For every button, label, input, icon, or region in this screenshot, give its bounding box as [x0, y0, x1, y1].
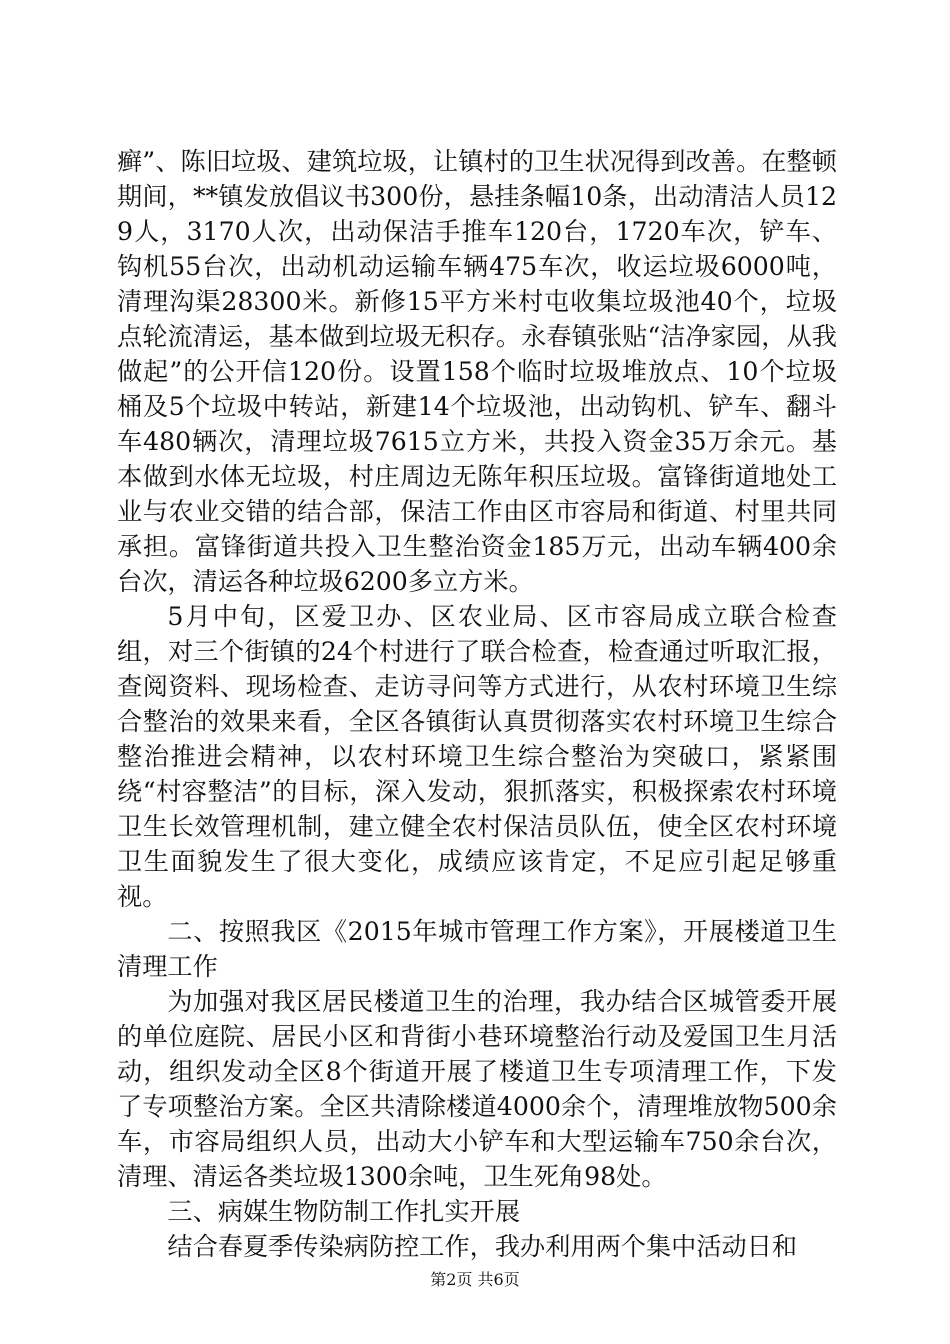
document-body	[117, 144, 837, 1264]
paragraph-1: 癣”、陈旧垃圾、建筑垃圾，让镇村的卫生状况得到改善。在整顿期间，**镇发放倡议书300份，悬挂条幅10条，出动清洁人员129人，3170人次，出动保洁手推车120台，1720车次，铲车、钩机55台次，出动机动运输车辆475车次，收运垃圾6000吨，清理沟渠28300米。新修15平方米村屯收集垃圾池40个，垃圾点轮流清运，基本做到垃圾无积存。永春镇张贴“洁净家园，从我做起”的公开信120份。设置158个临时垃圾堆放点、10个垃圾桶及5个垃圾中转站，新建14个垃圾池，出动钩机、铲车、翻斗车480辆次，清理垃圾7615立方米，共投入资金35万余元。基本做到水体无垃圾，村庄周边无陈年积压垃圾。富锋街道地处工业与农业交错的结合部，保洁工作由区市容局和街道、村里共同承担。富锋街道共投入卫生整治资金185万元，出动车辆400余台次，清运各种垃圾6200多立方米。	[117, 147, 837, 596]
paragraph-4: 结合春夏季传染病防控工作，我办利用两个集中活动日和	[167, 1232, 798, 1261]
page-footer: 第2页 共6页	[430, 1270, 520, 1289]
section-heading-2: 二、按照我区《2015年城市管理工作方案》，开展楼道卫生清理工作	[117, 917, 837, 981]
section-heading-3: 三、病媒生物防制工作扎实开展	[167, 1197, 521, 1226]
paragraph-2: 5月中旬，区爱卫办、区农业局、区市容局成立联合检查组，对三个街镇的24个村进行了联合检查，检查通过听取汇报，查阅资料、现场检查、走访寻问等方式进行，从农村环境卫生综合整治的效果来看，全区各镇街认真贯彻落实农村环境卫生综合整治推进会精神，以农村环境卫生综合整治为突破口，紧紧围绕“村容整洁”的目标，深入发动，狠抓落实，积极探索农村环境卫生长效管理机制，建立健全农村保洁员队伍，使全区农村环境卫生面貌发生了很大变化，成绩应该肯定，不足应引起足够重视。	[117, 602, 837, 911]
paragraph-3: 为加强对我区居民楼道卫生的治理，我办结合区城管委开展的单位庭院、居民小区和背街小巷环境整治行动及爱国卫生月活动，组织发动全区8个街道开展了楼道卫生专项清理工作，下发了专项整治方案。全区共清除楼道4000余个，清理堆放物500余车，市容局组织人员，出动大小铲车和大型运输车750余台次，清理、清运各类垃圾1300余吨，卫生死角98处。	[117, 987, 837, 1191]
